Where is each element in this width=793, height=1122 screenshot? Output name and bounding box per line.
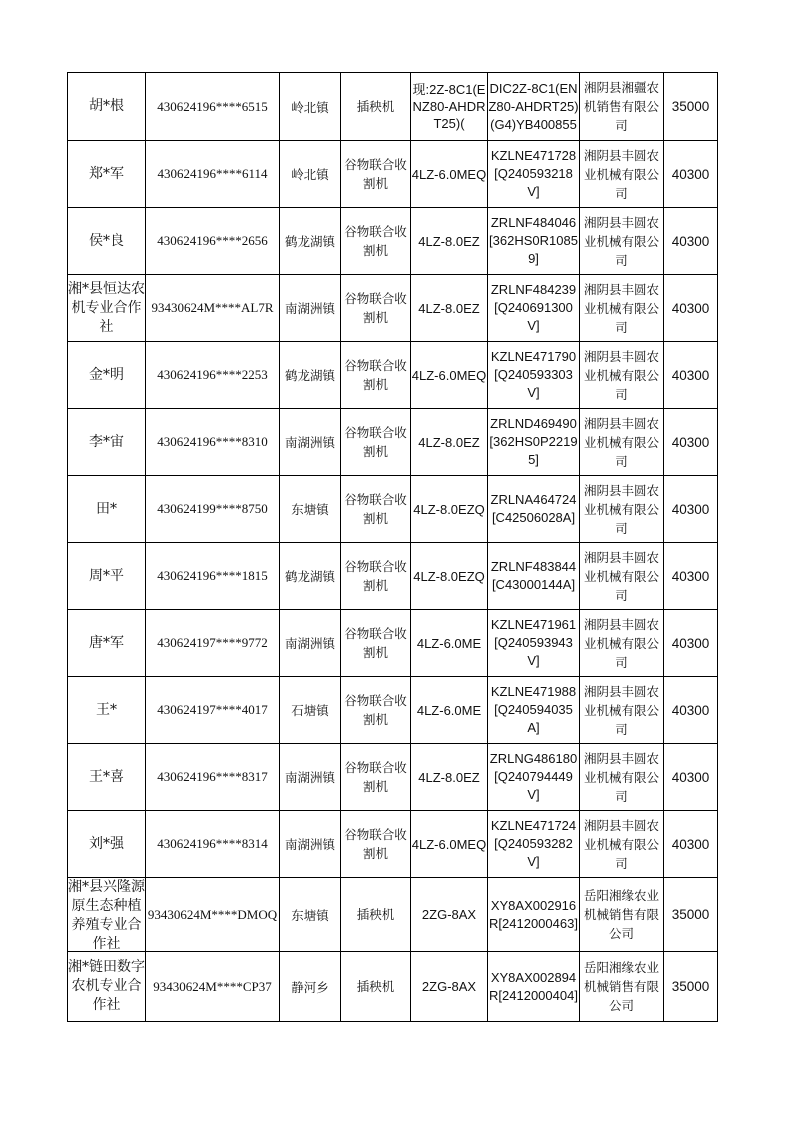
serial-number-cell xyxy=(488,610,580,677)
subsidy-amount-text: 40300 xyxy=(671,635,710,651)
model-text: 4LZ-8.0EZ xyxy=(418,233,480,249)
town-text: 南湖洲镇 xyxy=(284,301,335,316)
serial-number-cell xyxy=(488,811,580,878)
subsidy-amount-cell xyxy=(664,141,718,208)
machine-type-text: 插秧机 xyxy=(356,907,395,922)
subsidy-amount-cell xyxy=(664,73,718,141)
town-cell xyxy=(280,73,341,141)
serial-number-cell xyxy=(488,952,580,1022)
machine-type-cell xyxy=(341,811,411,878)
model-cell xyxy=(411,677,488,744)
id-number-text: 430624196****8317 xyxy=(157,769,268,784)
subsidy-amount-cell xyxy=(664,342,718,409)
dealer-cell xyxy=(580,342,664,409)
model-cell xyxy=(411,73,488,141)
table-row xyxy=(68,208,718,275)
town-cell xyxy=(280,409,341,476)
model-text: 4LZ-6.0MEQ xyxy=(411,367,487,383)
dealer-text: 岳阳湘缘农业机械销售有限公司 xyxy=(583,960,659,1013)
serial-number-cell xyxy=(488,275,580,342)
town-text: 静河乡 xyxy=(291,979,329,995)
applicant-name-cell xyxy=(68,952,146,1022)
dealer-text: 岳阳湘缘农业机械销售有限公司 xyxy=(583,888,659,941)
subsidy-amount-cell xyxy=(664,811,718,878)
town-text: 南湖洲镇 xyxy=(284,770,335,785)
applicant-name-cell xyxy=(68,610,146,677)
town-text: 鹤龙湖镇 xyxy=(284,569,335,584)
dealer-cell xyxy=(580,141,664,208)
table-row xyxy=(68,677,718,744)
dealer-text: 湘阴县丰圆农业机械有限公司 xyxy=(583,750,659,804)
serial-number-text: KZLNE471988[Q240594035A] xyxy=(490,684,577,735)
machine-type-cell xyxy=(341,543,411,610)
subsidy-amount-text: 40300 xyxy=(671,836,710,852)
id-number-cell xyxy=(146,476,280,543)
id-number-cell xyxy=(146,73,280,141)
model-text: 4LZ-8.0EZ xyxy=(418,434,480,450)
town-text: 东塘镇 xyxy=(291,907,329,923)
serial-number-text: XY8AX002916R[2412000463] xyxy=(489,897,578,931)
applicant-name-text: 王* xyxy=(96,701,117,718)
applicant-name-text: 李*宙 xyxy=(89,433,124,450)
serial-number-text: ZRLNA464724[C42506028A] xyxy=(490,492,577,525)
dealer-cell xyxy=(580,610,664,677)
dealer-text: 湘阴县丰圆农业机械有限公司 xyxy=(583,482,659,536)
machine-type-text: 谷物联合收割机 xyxy=(344,559,407,593)
dealer-text: 湘阴县湘疆农机销售有限公司 xyxy=(583,80,659,133)
subsidy-amount-text: 40300 xyxy=(671,702,710,718)
applicant-name-text: 唐*军 xyxy=(89,634,124,651)
id-number-cell xyxy=(146,208,280,275)
applicant-name-text: 王*喜 xyxy=(89,768,124,785)
applicant-name-cell xyxy=(68,677,146,744)
id-number-cell xyxy=(146,543,280,610)
applicant-name-cell xyxy=(68,476,146,543)
model-text: 4LZ-8.0EZ xyxy=(418,300,480,316)
id-number-text: 430624196****1815 xyxy=(157,568,268,583)
dealer-text: 湘阴县丰圆农业机械有限公司 xyxy=(583,683,659,737)
serial-number-cell xyxy=(488,208,580,275)
subsidy-amount-text: 35000 xyxy=(671,99,710,114)
serial-number-cell xyxy=(488,342,580,409)
town-text: 岭北镇 xyxy=(291,167,329,182)
table-row xyxy=(68,811,718,878)
serial-number-text: KZLNE471728[Q240593218V] xyxy=(490,148,577,199)
machine-type-cell xyxy=(341,878,411,952)
applicant-name-text: 湘*县兴隆源原生态种植养殖专业合作社 xyxy=(68,879,145,951)
machine-type-text: 谷物联合收割机 xyxy=(344,358,407,392)
dealer-cell xyxy=(580,811,664,878)
dealer-cell xyxy=(580,677,664,744)
model-text: 4LZ-6.0MEQ xyxy=(411,836,487,852)
machine-type-text: 插秧机 xyxy=(356,979,395,994)
dealer-text: 湘阴县丰圆农业机械有限公司 xyxy=(583,348,659,402)
applicant-name-text: 胡*根 xyxy=(89,98,124,114)
applicant-name-text: 金*明 xyxy=(89,366,124,383)
applicant-name-text: 刘*强 xyxy=(89,835,124,852)
table-row xyxy=(68,73,718,141)
subsidy-amount-cell xyxy=(664,409,718,476)
serial-number-cell xyxy=(488,878,580,952)
model-cell xyxy=(411,208,488,275)
town-cell xyxy=(280,476,341,543)
id-number-cell xyxy=(146,811,280,878)
town-cell xyxy=(280,744,341,811)
model-cell xyxy=(411,275,488,342)
machine-type-text: 谷物联合收割机 xyxy=(344,626,407,660)
machine-type-text: 谷物联合收割机 xyxy=(344,492,407,526)
table-row xyxy=(68,409,718,476)
machine-type-cell xyxy=(341,952,411,1022)
subsidy-amount-cell xyxy=(664,677,718,744)
model-text: 4LZ-6.0MEQ xyxy=(411,166,487,182)
applicant-name-text: 侯*良 xyxy=(89,232,124,249)
table-row xyxy=(68,952,718,1022)
model-text: 4LZ-6.0ME xyxy=(416,635,482,651)
dealer-text: 湘阴县丰圆农业机械有限公司 xyxy=(583,616,659,670)
id-number-cell xyxy=(146,677,280,744)
model-cell xyxy=(411,141,488,208)
town-text: 鹤龙湖镇 xyxy=(284,368,335,383)
machine-type-cell xyxy=(341,677,411,744)
town-cell xyxy=(280,610,341,677)
model-cell xyxy=(411,342,488,409)
town-cell xyxy=(280,677,341,744)
machine-type-text: 谷物联合收割机 xyxy=(344,157,407,191)
model-cell xyxy=(411,610,488,677)
id-number-text: 430624196****2253 xyxy=(157,367,268,382)
applicant-name-cell xyxy=(68,208,146,275)
town-text: 南湖洲镇 xyxy=(284,636,335,651)
id-number-text: 430624196****2656 xyxy=(157,233,268,248)
machine-type-cell xyxy=(341,610,411,677)
serial-number-cell xyxy=(488,476,580,543)
dealer-cell xyxy=(580,275,664,342)
serial-number-text: KZLNE471961[Q240593943V] xyxy=(490,617,577,668)
subsidy-amount-cell xyxy=(664,543,718,610)
model-cell xyxy=(411,952,488,1022)
applicant-name-text: 郑*军 xyxy=(89,165,124,182)
serial-number-text: KZLNE471724[Q240593282V] xyxy=(490,818,577,869)
id-number-text: 93430624M****AL7R xyxy=(151,300,274,315)
applicant-name-cell xyxy=(68,543,146,610)
machine-type-cell xyxy=(341,744,411,811)
applicant-name-cell xyxy=(68,275,146,342)
dealer-cell xyxy=(580,952,664,1022)
subsidy-amount-text: 35000 xyxy=(671,907,710,922)
model-text: 4LZ-8.0EZQ xyxy=(413,501,485,517)
dealer-text: 湘阴县丰圆农业机械有限公司 xyxy=(583,214,659,268)
dealer-text: 湘阴县丰圆农业机械有限公司 xyxy=(583,281,659,335)
table-row xyxy=(68,543,718,610)
machine-type-cell xyxy=(341,208,411,275)
table-row xyxy=(68,141,718,208)
applicant-name-cell xyxy=(68,73,146,141)
machine-type-cell xyxy=(341,342,411,409)
table-row xyxy=(68,878,718,952)
applicant-name-text: 湘*链田数字农机专业合作社 xyxy=(68,959,145,1013)
machine-type-text: 谷物联合收割机 xyxy=(344,224,407,258)
model-cell xyxy=(411,878,488,952)
town-cell xyxy=(280,952,341,1022)
model-text: 2ZG-8AX xyxy=(421,907,477,922)
town-text: 南湖洲镇 xyxy=(284,837,335,852)
subsidy-amount-text: 35000 xyxy=(671,979,710,994)
town-cell xyxy=(280,342,341,409)
town-cell xyxy=(280,275,341,342)
machine-type-text: 谷物联合收割机 xyxy=(344,291,407,325)
model-text: 4LZ-8.0EZQ xyxy=(413,568,485,584)
subsidy-amount-text: 40300 xyxy=(671,300,710,316)
id-number-text: 430624196****8310 xyxy=(157,434,268,449)
serial-number-cell xyxy=(488,409,580,476)
id-number-cell xyxy=(146,342,280,409)
subsidy-amount-cell xyxy=(664,610,718,677)
model-text: 现:2Z-8C1(ENZ80-AHDRT25)( xyxy=(412,82,486,131)
town-cell xyxy=(280,878,341,952)
serial-number-cell xyxy=(488,543,580,610)
town-text: 南湖洲镇 xyxy=(284,435,335,450)
machine-type-text: 谷物联合收割机 xyxy=(344,827,407,861)
applicant-name-cell xyxy=(68,811,146,878)
id-number-text: 430624196****6114 xyxy=(157,166,268,181)
subsidy-amount-text: 40300 xyxy=(671,434,710,450)
town-text: 石塘镇 xyxy=(291,703,329,718)
model-text: 4LZ-6.0ME xyxy=(416,702,482,718)
id-number-text: 93430624M****DMOQ xyxy=(147,906,278,922)
subsidy-amount-text: 40300 xyxy=(671,367,710,383)
id-number-cell xyxy=(146,610,280,677)
subsidy-table xyxy=(67,72,718,1022)
model-text: 2ZG-8AX xyxy=(421,979,477,994)
table-row xyxy=(68,610,718,677)
serial-number-text: ZRLNG486180[Q240794449V] xyxy=(489,751,578,802)
subsidy-amount-cell xyxy=(664,275,718,342)
town-text: 岭北镇 xyxy=(291,99,329,115)
model-cell xyxy=(411,811,488,878)
subsidy-amount-text: 40300 xyxy=(671,166,710,182)
serial-number-cell xyxy=(488,73,580,141)
serial-number-cell xyxy=(488,677,580,744)
subsidy-amount-text: 40300 xyxy=(671,769,710,785)
serial-number-text: XY8AX002894R[2412000404] xyxy=(489,969,578,1003)
machine-type-text: 谷物联合收割机 xyxy=(344,693,407,727)
serial-number-cell xyxy=(488,744,580,811)
table-row xyxy=(68,476,718,543)
serial-number-cell xyxy=(488,141,580,208)
serial-number-text: ZRLND469490[362HS0P22195] xyxy=(489,416,578,467)
subsidy-amount-text: 40300 xyxy=(671,233,710,249)
id-number-cell xyxy=(146,409,280,476)
dealer-cell xyxy=(580,543,664,610)
id-number-text: 430624197****9772 xyxy=(157,635,268,650)
machine-type-cell xyxy=(341,476,411,543)
machine-type-text: 谷物联合收割机 xyxy=(344,425,407,459)
model-cell xyxy=(411,476,488,543)
model-cell xyxy=(411,543,488,610)
town-cell xyxy=(280,543,341,610)
model-cell xyxy=(411,744,488,811)
town-cell xyxy=(280,208,341,275)
dealer-cell xyxy=(580,744,664,811)
subsidy-amount-cell xyxy=(664,878,718,952)
machine-type-cell xyxy=(341,141,411,208)
id-number-text: 430624196****8314 xyxy=(157,836,268,851)
serial-number-text: ZRLNF484046[362HS0R10859] xyxy=(489,215,578,266)
serial-number-text: ZRLNF483844[C43000144A] xyxy=(490,559,577,592)
serial-number-text: ZRLNF484239[Q240691300V] xyxy=(490,282,577,333)
dealer-text: 湘阴县丰圆农业机械有限公司 xyxy=(583,415,659,469)
dealer-cell xyxy=(580,409,664,476)
id-number-cell xyxy=(146,744,280,811)
subsidy-amount-cell xyxy=(664,476,718,543)
applicant-name-text: 湘*县恒达农机专业合作社 xyxy=(68,280,145,335)
subsidy-amount-text: 40300 xyxy=(671,568,710,584)
id-number-cell xyxy=(146,952,280,1022)
machine-type-cell xyxy=(341,409,411,476)
town-cell xyxy=(280,141,341,208)
machine-type-cell xyxy=(341,275,411,342)
dealer-cell xyxy=(580,73,664,141)
applicant-name-cell xyxy=(68,878,146,952)
applicant-name-cell xyxy=(68,744,146,811)
subsidy-amount-cell xyxy=(664,952,718,1022)
applicant-name-text: 田* xyxy=(96,500,117,517)
town-cell xyxy=(280,811,341,878)
applicant-name-text: 周*平 xyxy=(89,567,124,584)
applicant-name-cell xyxy=(68,342,146,409)
dealer-cell xyxy=(580,208,664,275)
applicant-name-cell xyxy=(68,409,146,476)
subsidy-amount-text: 40300 xyxy=(671,501,710,517)
table-row xyxy=(68,275,718,342)
table-row xyxy=(68,342,718,409)
dealer-cell xyxy=(580,476,664,543)
machine-type-text: 谷物联合收割机 xyxy=(344,760,407,794)
id-number-cell xyxy=(146,878,280,952)
applicant-name-cell xyxy=(68,141,146,208)
id-number-text: 430624197****4017 xyxy=(157,702,268,717)
machine-type-cell xyxy=(341,73,411,141)
id-number-text: 430624196****6515 xyxy=(157,98,268,114)
id-number-cell xyxy=(146,275,280,342)
subsidy-amount-cell xyxy=(664,744,718,811)
dealer-text: 湘阴县丰圆农业机械有限公司 xyxy=(583,549,659,603)
serial-number-text: DIC2Z-8C1(ENZ80-AHDRT25)(G4)YB400855 xyxy=(488,80,579,132)
dealer-cell xyxy=(580,878,664,952)
dealer-text: 湘阴县丰圆农业机械有限公司 xyxy=(583,147,659,201)
model-text: 4LZ-8.0EZ xyxy=(418,769,480,785)
id-number-text: 93430624M****CP37 xyxy=(153,978,272,994)
subsidy-amount-cell xyxy=(664,208,718,275)
serial-number-text: KZLNE471790[Q240593303V] xyxy=(490,349,577,400)
model-cell xyxy=(411,409,488,476)
machine-type-text: 插秧机 xyxy=(356,99,395,114)
town-text: 东塘镇 xyxy=(291,502,329,517)
table-row xyxy=(68,744,718,811)
dealer-text: 湘阴县丰圆农业机械有限公司 xyxy=(583,817,659,871)
id-number-cell xyxy=(146,141,280,208)
town-text: 鹤龙湖镇 xyxy=(284,234,335,249)
id-number-text: 430624199****8750 xyxy=(157,501,268,516)
